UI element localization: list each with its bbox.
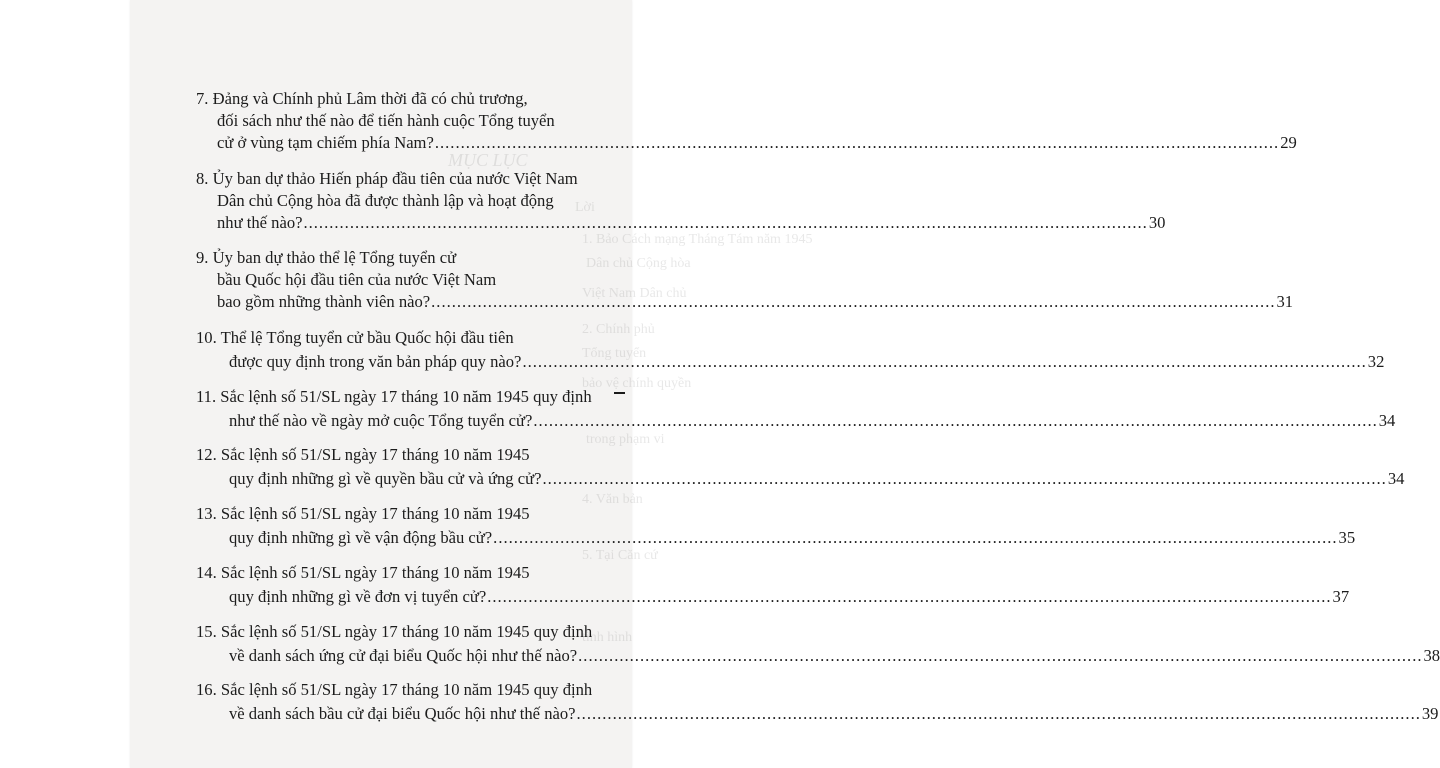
entry-title-line: Ủy ban dự thảo thể lệ Tổng tuyển cử: [212, 248, 457, 267]
entry-title-line: về danh sách ứng cử đại biểu Quốc hội như thế nào?: [229, 646, 578, 665]
page-number: 39: [1421, 704, 1439, 723]
entry-number: 12.: [196, 445, 217, 464]
entry-number: 16.: [196, 680, 217, 699]
entry-title-line: Dân chủ Cộng hòa đã được thành lập và hoạt động: [217, 191, 554, 210]
entry-title-line: Thể lệ Tổng tuyển cử bầu Quốc hội đầu tiên: [220, 328, 514, 347]
entry-number: 8.: [196, 169, 209, 188]
dot-leader: [533, 410, 1377, 432]
show-through-text: MỤC LỤC Lời 1. Bảo Cách mạng Tháng Tám năm 1945 Dân chủ Cộng hòa Việt Nam Dân chủ 2. Chính phủ Tổng tuyển bảo vệ chính quyền trong phạm vi 4. Văn bản 5. Tại Căn cứ tình hình: [448, 150, 813, 645]
entry-title-line: Đảng và Chính phủ Lâm thời đã có chủ trương,: [212, 89, 528, 108]
page-number: 29: [1280, 133, 1297, 152]
dot-leader: [542, 468, 1386, 490]
entry-title-line: được quy định trong văn bản pháp quy nào?: [229, 352, 522, 371]
entry-title-line: bầu Quốc hội đầu tiên của nước Việt Nam: [217, 270, 497, 289]
entry-title-line: Sắc lệnh số 51/SL ngày 17 tháng 10 năm 1945 quy định: [220, 387, 592, 406]
dot-leader: [431, 291, 1275, 313]
entry-title-line: Sắc lệnh số 51/SL ngày 17 tháng 10 năm 1945: [220, 445, 530, 464]
entry-number: 7.: [196, 89, 209, 108]
entry-title-line: Ủy ban dự thảo Hiến pháp đầu tiên của nước Việt Nam: [212, 169, 578, 188]
page-number: 37: [1332, 587, 1350, 606]
entry-title-line: quy định những gì về vận động bầu cử?: [229, 528, 493, 547]
margin-mark: [614, 392, 625, 394]
entry-title-line: như thế nào về ngày mở cuộc Tổng tuyển cử?: [229, 411, 533, 430]
dot-leader: [577, 703, 1421, 725]
entry-title-line: cử ở vùng tạm chiếm phía Nam?: [217, 133, 434, 152]
dot-leader: [435, 132, 1279, 154]
entry-number: 10.: [196, 328, 217, 347]
page-number: 30: [1148, 213, 1166, 232]
entry-title-line: quy định những gì về đơn vị tuyển cử?: [229, 587, 487, 606]
dot-leader: [522, 351, 1366, 373]
entry-title-line: về danh sách bầu cử đại biểu Quốc hội như thế nào?: [229, 704, 576, 723]
page-number: 34: [1387, 469, 1405, 488]
page-number: 34: [1378, 411, 1396, 430]
entry-number: 11.: [196, 387, 217, 406]
entry-title-line: như thế nào?: [217, 213, 303, 232]
entry-title-line: Sắc lệnh số 51/SL ngày 17 tháng 10 năm 1945 quy định: [220, 622, 593, 641]
page-number: 35: [1338, 528, 1356, 547]
entry-number: 9.: [196, 248, 209, 267]
dot-leader: [487, 586, 1331, 608]
entry-title-line: Sắc lệnh số 51/SL ngày 17 tháng 10 năm 1945: [220, 504, 530, 523]
dot-leader: [493, 527, 1337, 549]
entry-title-line: quy định những gì về quyền bầu cử và ứng cử?: [229, 469, 542, 488]
entry-title-line: Sắc lệnh số 51/SL ngày 17 tháng 10 năm 1945 quy định: [220, 680, 593, 699]
entry-title-line: bao gồm những thành viên nào?: [217, 292, 431, 311]
entry-number: 13.: [196, 504, 217, 523]
entry-number: 14.: [196, 563, 217, 582]
entry-title-line: Sắc lệnh số 51/SL ngày 17 tháng 10 năm 1945: [220, 563, 530, 582]
entry-title-line: đối sách như thế nào để tiến hành cuộc Tổng tuyển: [217, 111, 555, 130]
page-number: 31: [1276, 292, 1294, 311]
page-number: 32: [1367, 352, 1385, 371]
entry-number: 15.: [196, 622, 217, 641]
dot-leader: [578, 645, 1422, 667]
page-number: 38: [1423, 646, 1440, 665]
dot-leader: [303, 212, 1147, 234]
